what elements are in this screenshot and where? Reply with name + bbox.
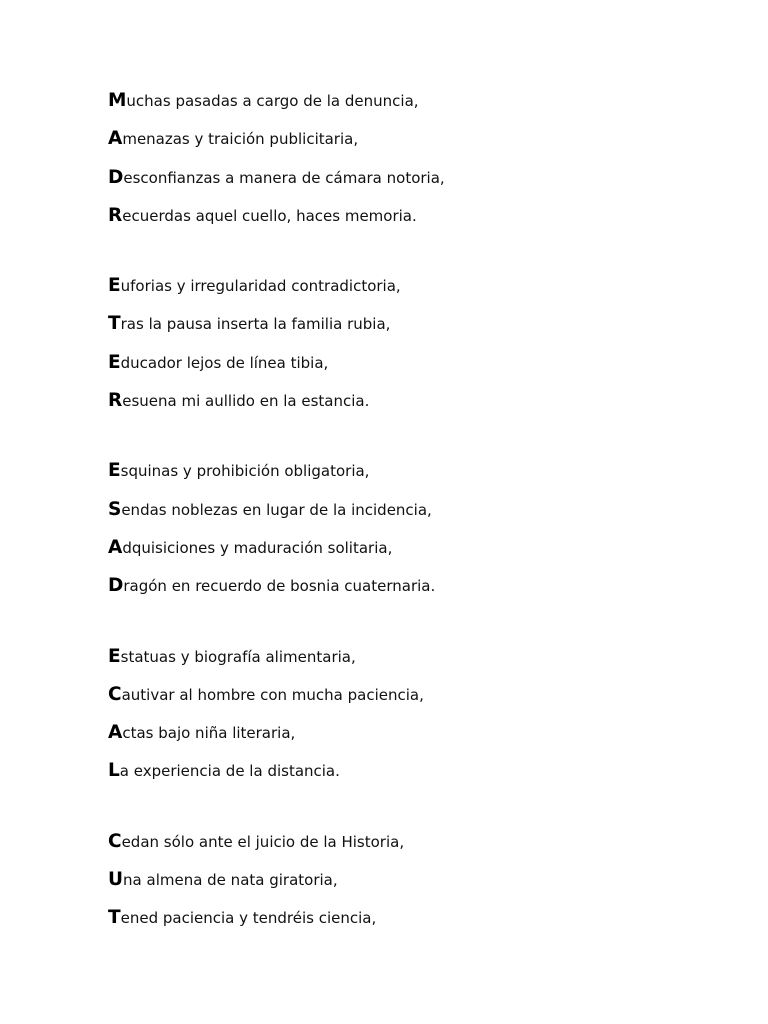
line-text: a experiencia de la distancia. — [119, 762, 340, 781]
poem-line — [108, 758, 728, 796]
line-initial: L — [108, 760, 120, 782]
line-text: na almena de nata giratoria, — [123, 871, 338, 890]
line-text: ctas bajo niña literaria, — [122, 724, 296, 743]
line-initial: C — [108, 830, 122, 852]
stanza — [108, 829, 728, 944]
poem-line — [108, 88, 728, 126]
stanza — [108, 273, 728, 426]
poem-line — [108, 535, 728, 573]
line-text: ras la pausa inserta la familia rubia, — [120, 315, 391, 334]
line-initial: T — [108, 313, 121, 335]
line-initial: E — [108, 645, 121, 667]
line-initial: D — [108, 166, 124, 188]
poem-line — [108, 829, 728, 867]
poem-line — [108, 311, 728, 349]
poem-line — [108, 458, 728, 496]
line-text: squinas y prohibición obligatoria, — [120, 462, 370, 481]
line-text: endas noblezas en lugar de la incidencia, — [121, 500, 432, 519]
line-text: autivar al hombre con mucha paciencia, — [121, 685, 424, 704]
line-initial: A — [108, 722, 123, 744]
line-text: uchas pasadas a cargo de la denuncia, — [126, 92, 419, 110]
poem-line — [108, 126, 728, 164]
line-initial: S — [108, 498, 122, 520]
line-initial: D — [108, 575, 124, 597]
line-text: ecuerdas aquel cuello, haces memoria. — [122, 206, 417, 225]
stanza — [108, 458, 728, 611]
line-initial: E — [108, 351, 121, 373]
stanza — [108, 644, 728, 797]
line-text: menazas y traición publicitaria, — [122, 130, 359, 149]
line-text: esconfianzas a manera de cámara notoria, — [123, 168, 445, 187]
poem-line — [108, 644, 728, 682]
line-initial: U — [108, 869, 124, 891]
poem-line — [108, 497, 728, 535]
line-text: statuas y biografía alimentaria, — [120, 647, 356, 666]
line-text: uforias y irregularidad contradictoria, — [120, 277, 401, 296]
line-initial: A — [108, 128, 123, 150]
poem-line — [108, 165, 728, 203]
line-text: ened paciencia y tendréis ciencia, — [120, 909, 377, 928]
line-text: ragón en recuerdo de bosnia cuaternaria. — [123, 577, 436, 596]
poem-line — [108, 573, 728, 611]
poem-line — [108, 388, 728, 426]
poem-line — [108, 905, 728, 943]
poem-line — [108, 682, 728, 720]
line-initial: E — [108, 275, 121, 297]
line-initial: A — [108, 536, 123, 558]
stanza — [108, 88, 728, 241]
line-initial: R — [108, 390, 123, 412]
line-initial: C — [108, 683, 122, 705]
line-text: esuena mi aullido en la estancia. — [122, 392, 370, 411]
line-initial: R — [108, 204, 123, 226]
line-text: dquisiciones y maduración solitaria, — [122, 538, 393, 557]
poem-line — [108, 867, 728, 905]
line-initial: E — [108, 460, 121, 482]
acrostic-poem — [108, 88, 728, 976]
poem-line — [108, 273, 728, 311]
line-initial: T — [108, 907, 121, 929]
line-text: edan sólo ante el juicio de la Historia, — [121, 832, 405, 851]
poem-line — [108, 350, 728, 388]
line-initial: M — [108, 90, 127, 111]
poem-line — [108, 203, 728, 241]
poem-line — [108, 720, 728, 758]
line-text: ducador lejos de línea tibia, — [120, 353, 329, 372]
